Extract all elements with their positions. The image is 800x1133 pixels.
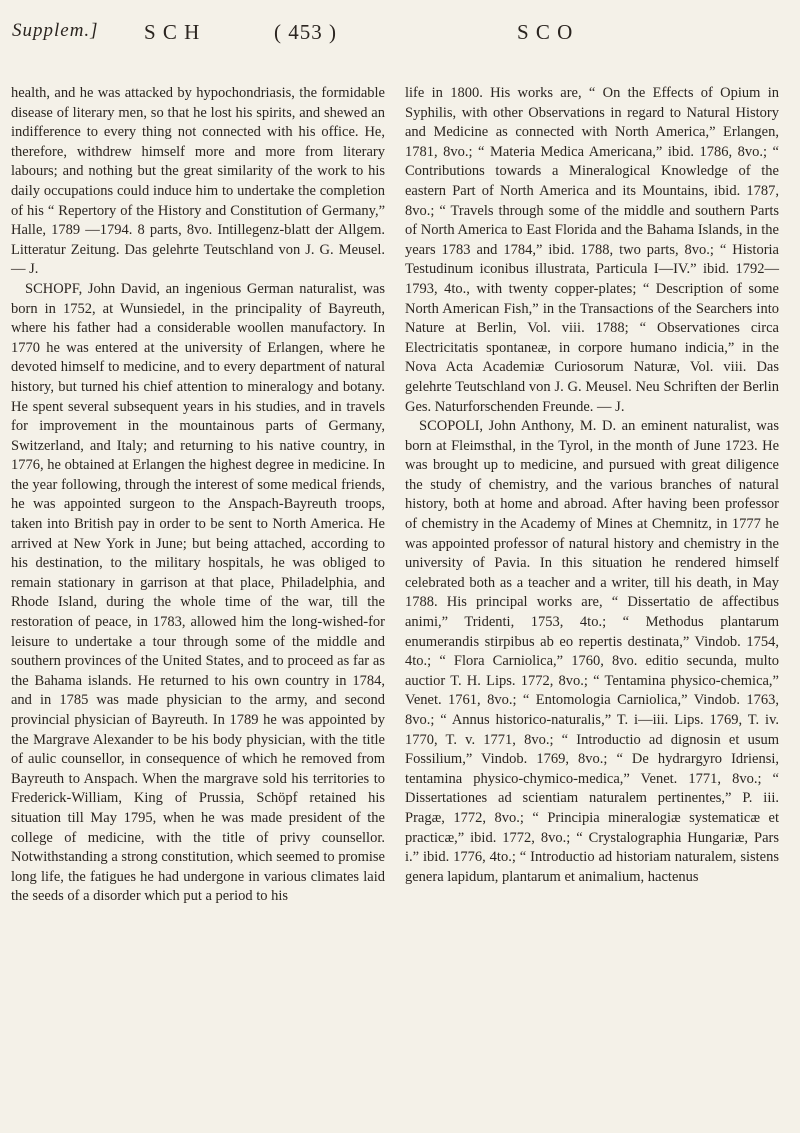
headword-right: S C O: [517, 20, 574, 44]
paragraph: health, and he was attacked by hypochondriasis, the formidable disease of literary men, so that he lost his spirits, and shewed an indifference to every thing not connected with his office. He, therefore, withdrew himself more and more from literary labours; and nothing but the great similarity of the work to his daily occupations could induce him to undertake the completion of his “ Repertory of the History and Constitution of Germany,” Halle, 1789 —1794. 8 parts, 8vo. Intillegenz-blatt der Allgem. Litteratur Zeitung. Das gelehrte Teutschland von J. G. Meusel. — J.: [11, 85, 385, 278]
paragraph: life in 1800. His works are, “ On the Effects of Opium in Syphilis, with other Observations in regard to Natural History and Medicine as connected with North America,” Erlangen, 1781, 8vo.; “ Materia Medica Americana,” ibid. 1786, 8vo.; “ Contributions towards a Mineralogical Knowledge of the eastern Part of North America and its Mountains, ibid. 1787, 8vo.; “ Travels through some of the middle and southern Parts of North America to East Florida and the Bahama Islands, in the years 1783 and 1784,” ibid. 1788, two parts, 8vo.; “ Historia Testudinum iconibus illustrata, Particula I—IV.” ibid. 1792—1793, 4to., with twenty copper-plates; “ Description of some North American Fish,” in the Transactions of the Searchers into Nature at Berlin, Vol. viii. 1788; “ Observationes circa Electricitatis spontaneæ, in corpore humano indicia,” in the Nova Acta Academiæ Curiosorum Naturæ, Vol. viii. Das gelehrte Teutschland von J. G. Meusel. Neu Schriften der Berlin Ges. Naturforschenden Freunde. — J.: [405, 85, 779, 415]
entry-schopf: SCHOPF, John David, an ingenious German naturalist, was born in 1752, at Wunsiedel, in the principality of Bayreuth, where his father had a considerable woollen manufactory. In 1770 he was entered at the university of Erlangen, where he devoted himself to medicine, and to every department of natural history, but turned his chief attention to mineralogy and botany. He spent several subsequent years in his studies, and in travels for improvement in the mountainous parts of Germany, Switzerland, and Italy; and returning to his native country, in 1776, he obtained at Erlangen the highest degree in medicine. In the year following, through the interest of some medical friends, he was appointed surgeon to the Anspach-Bayreuth troops, taken into British pay in order to be sent to North America. He arrived at New York in June; but being attached, according to his destination, to the military hospitals, he was obliged to remain stationary in garrison at that place, Philadelphia, and Rhode Island, during the whole time of the war, till the restoration of peace, in 1783, allowed him the long-wished-for leisure to undertake a tour through some of the middle and southern provinces of the United States, and to proceed as far as the Bahama islands. He returned to his own country in 1784, and in 1785 was made physician to the army, and second provincial physician of Bayreuth. In 1789 he was appointed by the Margrave Alexander to be his body physician, with the title of aulic counsellor, in consequence of which he removed from Bayreuth to Anspach. When the margrave sold his territories to Frederick-William, King of Prussia, Schöpf retained his situation till May 1795, when he was made president of the college of medicine, with the title of privy counsellor. Notwithstanding a strong constitution, which seemed to promise long life, the fatigues he had undergone in various climates laid the seeds of a disorder which put a period to his: [11, 280, 385, 905]
entry-scopoli: SCOPOLI, John Anthony, M. D. an eminent naturalist, was born at Fleimsthal, in the Tyrol, in the month of June 1723. He was brought up to medicine, and pursued with great diligence the study of chemistry, and the various branches of natural history, both at home and abroad. After having been professor of chemistry in the Academy of Mines at Chemnitz, in 1777 he was appointed professor of natural history and chemistry in the university of Pavia. In this situation he rendered himself celebrated both as a teacher and a writer, till his death, in May 1788. His principal works are, “ Dissertatio de affectibus animi,” Tridenti, 1753, 4to.; “ Methodus plantarum enumerandis stirpibus ab eo repertis destinata,” Vindob. 1754, 4to.; “ Flora Carniolica,” 1760, 8vo. editio secunda, multo auctior T. H. Lips. 1772, 8vo.; “ Tentamina physico-chemica,” Venet. 1761, 8vo.; “ Entomologia Carniolica,” Vindob. 1763, 8vo.; “ Annus historico-naturalis,” T. i—iii. Lips. 1769, T. iv. 1770, T. v. 1771, 8vo.; “ Introductio ad dignosin et usum Fossilium,” Vindob. 1769, 8vo.; “ De hydrargyro Idriensi, tentamina physico-chymico-medica,” Venet. 1771, 8vo.; “ Dissertationes ad scientiam naturalem pertinentes,” P. iii. Pragæ, 1772, 8vo.; “ Principia mineralogiæ systematicæ et practicæ,” ibid. 1772, 8vo.; “ Crystalographia Hungariæ, Pars i.” ibid. 1776, 4to.; “ Introductio ad historiam naturalem, sistens genera lapidum, plantarum et animalium, hactenus: [405, 418, 779, 885]
headword-left: S C H: [144, 20, 201, 44]
right-column: [405, 84, 779, 887]
left-column: [11, 84, 385, 907]
page-number: ( 453 ): [274, 20, 337, 44]
running-header: [12, 10, 786, 50]
text-columns: [11, 84, 789, 1124]
section-label: Supplem.]: [12, 20, 99, 41]
